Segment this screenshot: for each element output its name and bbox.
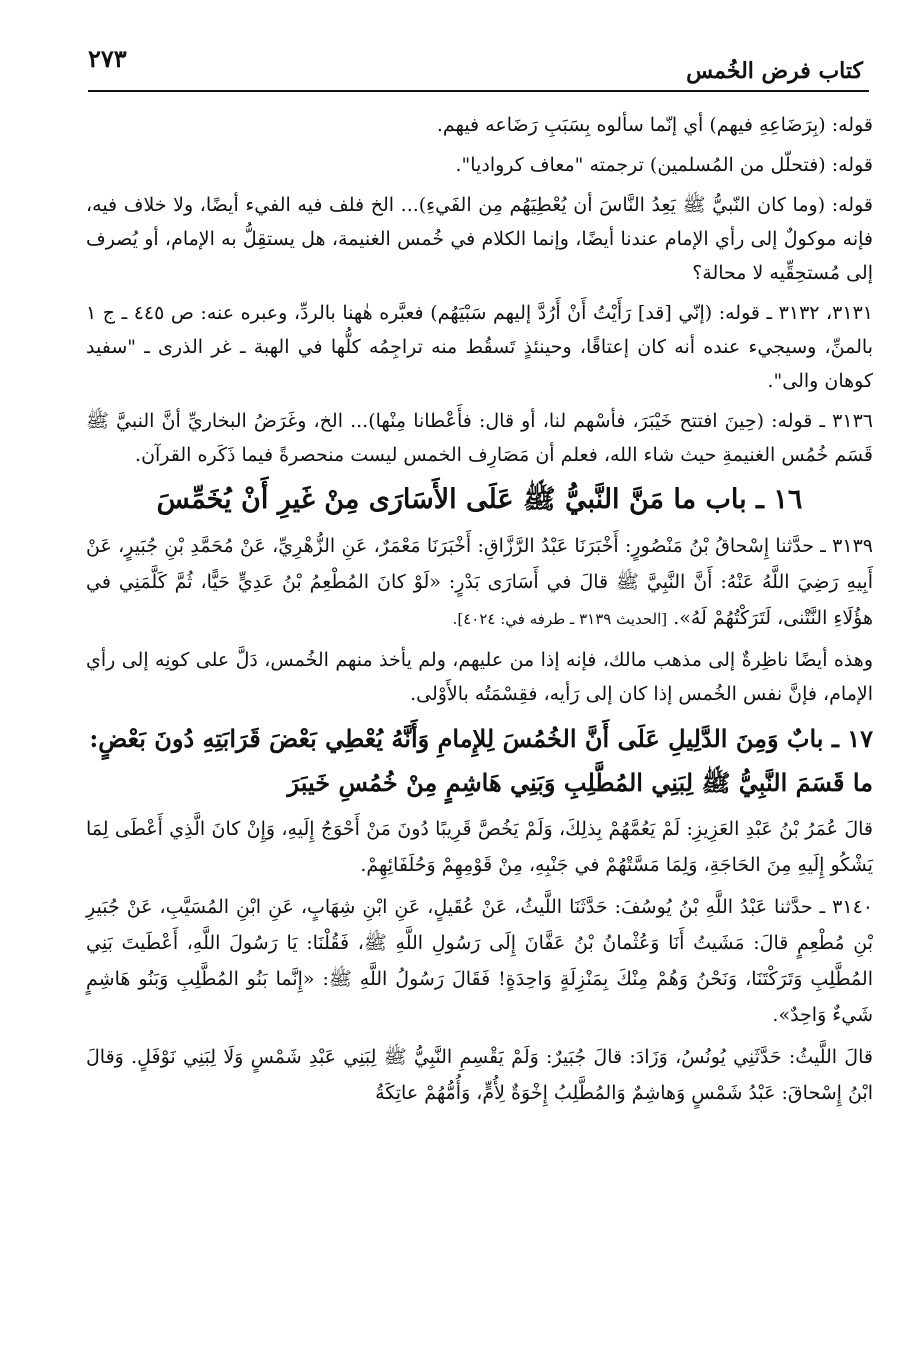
page-number: ٢٧٣ bbox=[88, 44, 127, 73]
hadith-text: قالَ اللَّيثُ: حَدَّثَنِي يُونُسُ، وَزَادَ: قالَ جُبَيرٌ: وَلَمْ يَقْسِمِ النَّبِيُّ ﷺ لِبَنِي عَبْدِ شَمْسٍ وَلَا لِبَنِي نَوْفَلٍ. وَقالَ ابْنُ إِسْحاقَ: عَبْدُ شَمْسٍ وَهاشِمٌ وَالمُطَّلِبُ إِخْوَةٌ لِأُمٍّ، وَأُمُّهُمْ عاتِكَةُ bbox=[86, 1046, 873, 1104]
hadith-text: قالَ عُمَرُ بْنُ عَبْدِ العَزِيزِ: لَمْ يَعُمَّهُمْ بِذلِكَ، وَلَمْ يَخُصَّ قَرِيبًا دُونَ مَنْ أَحْوَجُ إِلَيهِ، وَإِنْ كانَ الَّذِي أَعْطَى لِمَا يَشْكُو إِلَيهِ مِنَ الحَاجَةِ، وَلِمَا مَسَّتْهُمْ في جَنْبِهِ، مِنْ قَوْمِهِمْ وَحُلَفَائِهِمْ. bbox=[86, 818, 873, 876]
page-header bbox=[88, 42, 869, 92]
chapter-heading: ١٦ ـ باب ما مَنَّ النَّبيُّ ﷺ عَلَى الأَسَارَى مِنْ غَيرِ أَنْ يُخَمِّسَ bbox=[156, 484, 803, 515]
commentary-paragraph: ٣١٣٦ ـ قوله: (حِينَ افتتح خَيْبَرَ، فأسْهم لنا، أو قال: فأَعْطانا مِنْها)... الخ، وغَرَضُ البخاريِّ أنَّ النبيَّ ﷺ قَسَم خُمُس الغنيمةِ حيث شاء الله، فعلم أن مَصَارِف الخمس ليست منحصرةً فيما ذَكَره القرآن. bbox=[86, 410, 873, 466]
chapter-heading: ١٧ ـ بابٌ وَمِنَ الدَّلِيلِ عَلَى أَنَّ الخُمُسَ لِلإِمامِ وَأَنَّهُ يُعْطِي بَعْضَ قَرَابَتِهِ دُونَ بَعْضٍ: ما قَسَمَ النَّبِيُّ ﷺ لِبَنِي المُطَّلِبِ وَبَنِي هَاشِمٍ مِنْ خُمُسِ خَيبَرَ bbox=[89, 724, 873, 797]
commentary-paragraph: قوله: (بِرَضَاعِهِ فيهم) أي إنّما سألوه بِسَبَبِ رَضَاعه فيهم. bbox=[436, 114, 873, 136]
book-title: كتاب فرض الخُمس bbox=[686, 58, 863, 84]
hadith-body: ٣١٣٩ ـ حدَّثنا إِسْحاقُ بْنُ مَنْصُورٍ: أَخْبَرَنَا عَبْدُ الرَّزَّاقِ: أَخْبَرَنَا مَعْمَرٌ، عَنِ الزُّهْرِيِّ، عَنْ مُحَمَّدِ بْنِ جُبَيرٍ، عَنْ أَبِيهِ رَضِيَ اللَّهُ عَنْهُ: أَنَّ النَّبِيَّ ﷺ قالَ في أَسَارَى بَدْرٍ: «لَوْ كانَ المُطْعِمُ بْنُ عَدِيٍّ حَيًّا، ثُمَّ كَلَّمَنِي في هؤُلَاءِ النَّتْنى، لَتَرَكْتُهُمْ لَهُ». bbox=[86, 535, 873, 629]
commentary-paragraph: قوله: (وما كان النّبيُّ ﷺ يَعِدُ النَّاسَ أن يُعْطِيَهُم مِن الفَيءِ)... الخ فلف فيه الفيء أيضًا، ولا خلاف فيه، فإنه موكولٌ إلى رأي الإمام عندنا أيضًا، وإنما الكلام في خُمس الغنيمة، هل يستقِلُّ به الإمام، أو يُصرف إلى مُستحِقِّيه لا محالة؟ bbox=[86, 194, 873, 284]
commentary-paragraph: قوله: (فتحلّل من المُسلمين) ترجمته "معاف كروادیا". bbox=[455, 154, 873, 176]
page-content bbox=[86, 108, 873, 1117]
commentary-paragraph: وهذه أيضًا ناظِرةٌ إلى مذهب مالك، فإنه إذا من عليهم، ولم يأخذ منهم الخُمس، دَلَّ على كونِه إلى رأي الإمام، فإنَّ نفس الخُمس إذا كان إلى رَأيه، فقِسْمَتُه بالأَوْلى. bbox=[86, 649, 873, 705]
hadith-text bbox=[86, 528, 873, 637]
commentary-paragraph: ٣١٣١، ٣١٣٢ ـ قوله: (إنّي [قد] رَأَيْتُ أَنْ أَرُدَّ إليهم سَبْيَهُم) فعبَّره هٰهنا بالردِّ، وعبره عنه: ص ٤٤٥ ـ ج ١ بالمنِّ، وسيجيء عنده أنه كان إعتاقًا، وحينئذٍ تَسقُط منه تراجِمُه كلُّها في الهبة ـ غر الذرى ـ "سفيد كوهان والى". bbox=[86, 302, 873, 392]
hadith-text: ٣١٤٠ ـ حدَّثنا عَبْدُ اللَّهِ بْنُ يُوسُفَ: حَدَّثَنَا اللَّيثُ، عَنْ عُقَيلٍ، عَنِ ابْنِ شِهَابٍ، عَنِ ابْنِ المُسَيَّبِ، عَنْ جُبَيرِ بْنِ مُطْعِمٍ قالَ: مَشَيتُ أَنَا وَعُثْمانُ بْنُ عَفَّانَ إِلَى رَسُولِ اللَّهِ ﷺ، فَقُلْنَا: يَا رَسُولَ اللَّهِ، أَعْطَيتَ بَنِي المُطَّلِبِ وَتَرَكْتَنَا، وَنَحْنُ وَهُمْ مِنْكَ بِمَنْزِلَةٍ وَاحِدَةٍ! فَقَالَ رَسُولُ اللَّهِ ﷺ: «إِنَّما بَنُو المُطَّلِبِ وَبَنُو هَاشِمٍ شَيءٌ وَاحِدٌ». bbox=[86, 896, 873, 1026]
hadith-reference: [الحديث ٣١٣٩ ـ طرفه في: ٤٠٢٤]. bbox=[452, 610, 668, 628]
